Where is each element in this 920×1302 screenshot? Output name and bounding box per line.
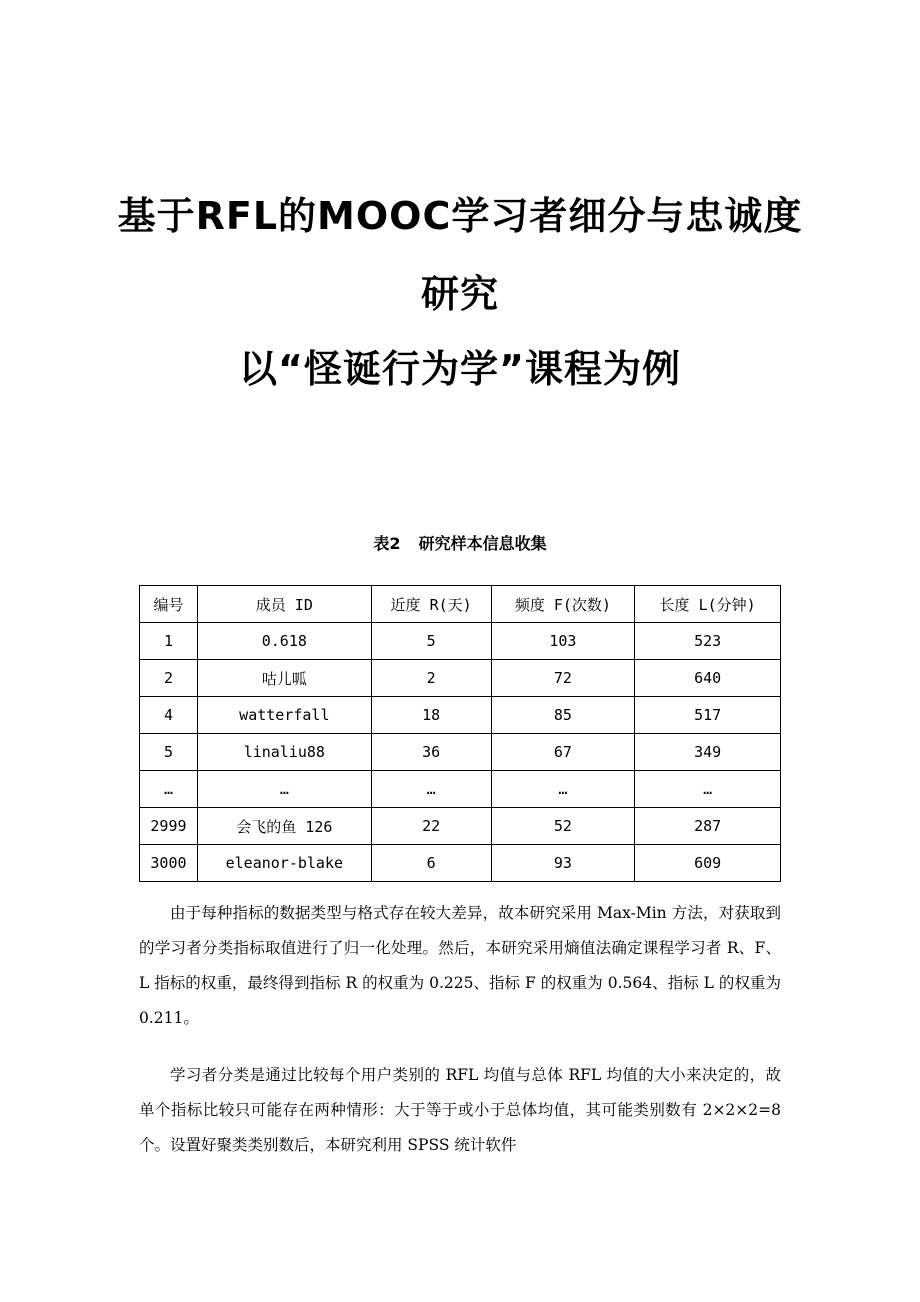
title-line-1: 基于RFL的MOOC学习者细分与忠诚度 <box>117 194 803 238</box>
cell-number: 2999 <box>140 808 198 845</box>
cell-member-id: linaliu88 <box>197 734 371 771</box>
cell-number: 2 <box>140 660 198 697</box>
table-caption-number: 表2 <box>373 534 401 553</box>
cell-member-id: watterfall <box>197 697 371 734</box>
cell-length: 609 <box>635 845 781 882</box>
table-header-row <box>140 586 781 623</box>
header-member-id: 成员 ID <box>197 586 371 623</box>
cell-length: 517 <box>635 697 781 734</box>
header-id-number: 编号 <box>140 586 198 623</box>
cell-number: 4 <box>140 697 198 734</box>
cell-recency: 18 <box>371 697 491 734</box>
cell-recency: 5 <box>371 623 491 660</box>
cell-recency: 2 <box>371 660 491 697</box>
table-row-ellipsis <box>140 771 781 808</box>
table-caption <box>0 532 920 556</box>
cell-length: 523 <box>635 623 781 660</box>
cell-number: 3000 <box>140 845 198 882</box>
cell-recency: 36 <box>371 734 491 771</box>
cell-recency: … <box>371 771 491 808</box>
cell-length: 349 <box>635 734 781 771</box>
table-row <box>140 697 781 734</box>
table-caption-text: 研究样本信息收集 <box>418 534 547 553</box>
cell-length: 287 <box>635 808 781 845</box>
cell-recency: 22 <box>371 808 491 845</box>
cell-length: 640 <box>635 660 781 697</box>
table-row <box>140 808 781 845</box>
sample-table <box>139 585 781 882</box>
cell-member-id: eleanor-blake <box>197 845 371 882</box>
table-row <box>140 623 781 660</box>
cell-frequency: … <box>491 771 635 808</box>
header-length: 长度 L(分钟) <box>635 586 781 623</box>
cell-number: 5 <box>140 734 198 771</box>
cell-member-id: 咕儿呱 <box>197 660 371 697</box>
table-row <box>140 734 781 771</box>
body-paragraph-classification: 学习者分类是通过比较每个用户类别的 RFL 均值与总体 RFL 均值的大小来决定的，故单个指标比较只可能存在两种情形：大于等于或小于总体均值，其可能类别数有 2×2×2=8 个。设置好聚类类别数后，本研究利用 SPSS 统计软件 <box>139 1066 781 1154</box>
header-recency: 近度 R(天) <box>371 586 491 623</box>
subtitle: 以“怪诞行为学”课程为例 <box>239 347 681 391</box>
cell-frequency: 85 <box>491 697 635 734</box>
cell-number: … <box>140 771 198 808</box>
cell-member-id: 会飞的鱼 126 <box>197 808 371 845</box>
table-row <box>140 845 781 882</box>
table-row <box>140 660 781 697</box>
cell-member-id: … <box>197 771 371 808</box>
cell-length: … <box>635 771 781 808</box>
cell-frequency: 72 <box>491 660 635 697</box>
body-paragraph-normalization: 由于每种指标的数据类型与格式存在较大差异，故本研究采用 Max-Min 方法，对获取到的学习者分类指标取值进行了归一化处理。然后，本研究采用熵值法确定课程学习者 R、F、L 指标的权重，最终得到指标 R 的权重为 0.225、指标 F 的权重为 0.564、指标 L 的权重为 0.211。 <box>139 904 781 1027</box>
cell-member-id: 0.618 <box>197 623 371 660</box>
cell-number: 1 <box>140 623 198 660</box>
cell-recency: 6 <box>371 845 491 882</box>
cell-frequency: 93 <box>491 845 635 882</box>
cell-frequency: 52 <box>491 808 635 845</box>
header-frequency: 频度 F(次数) <box>491 586 635 623</box>
title-line-2: 研究 <box>420 272 499 316</box>
cell-frequency: 103 <box>491 623 635 660</box>
cell-frequency: 67 <box>491 734 635 771</box>
